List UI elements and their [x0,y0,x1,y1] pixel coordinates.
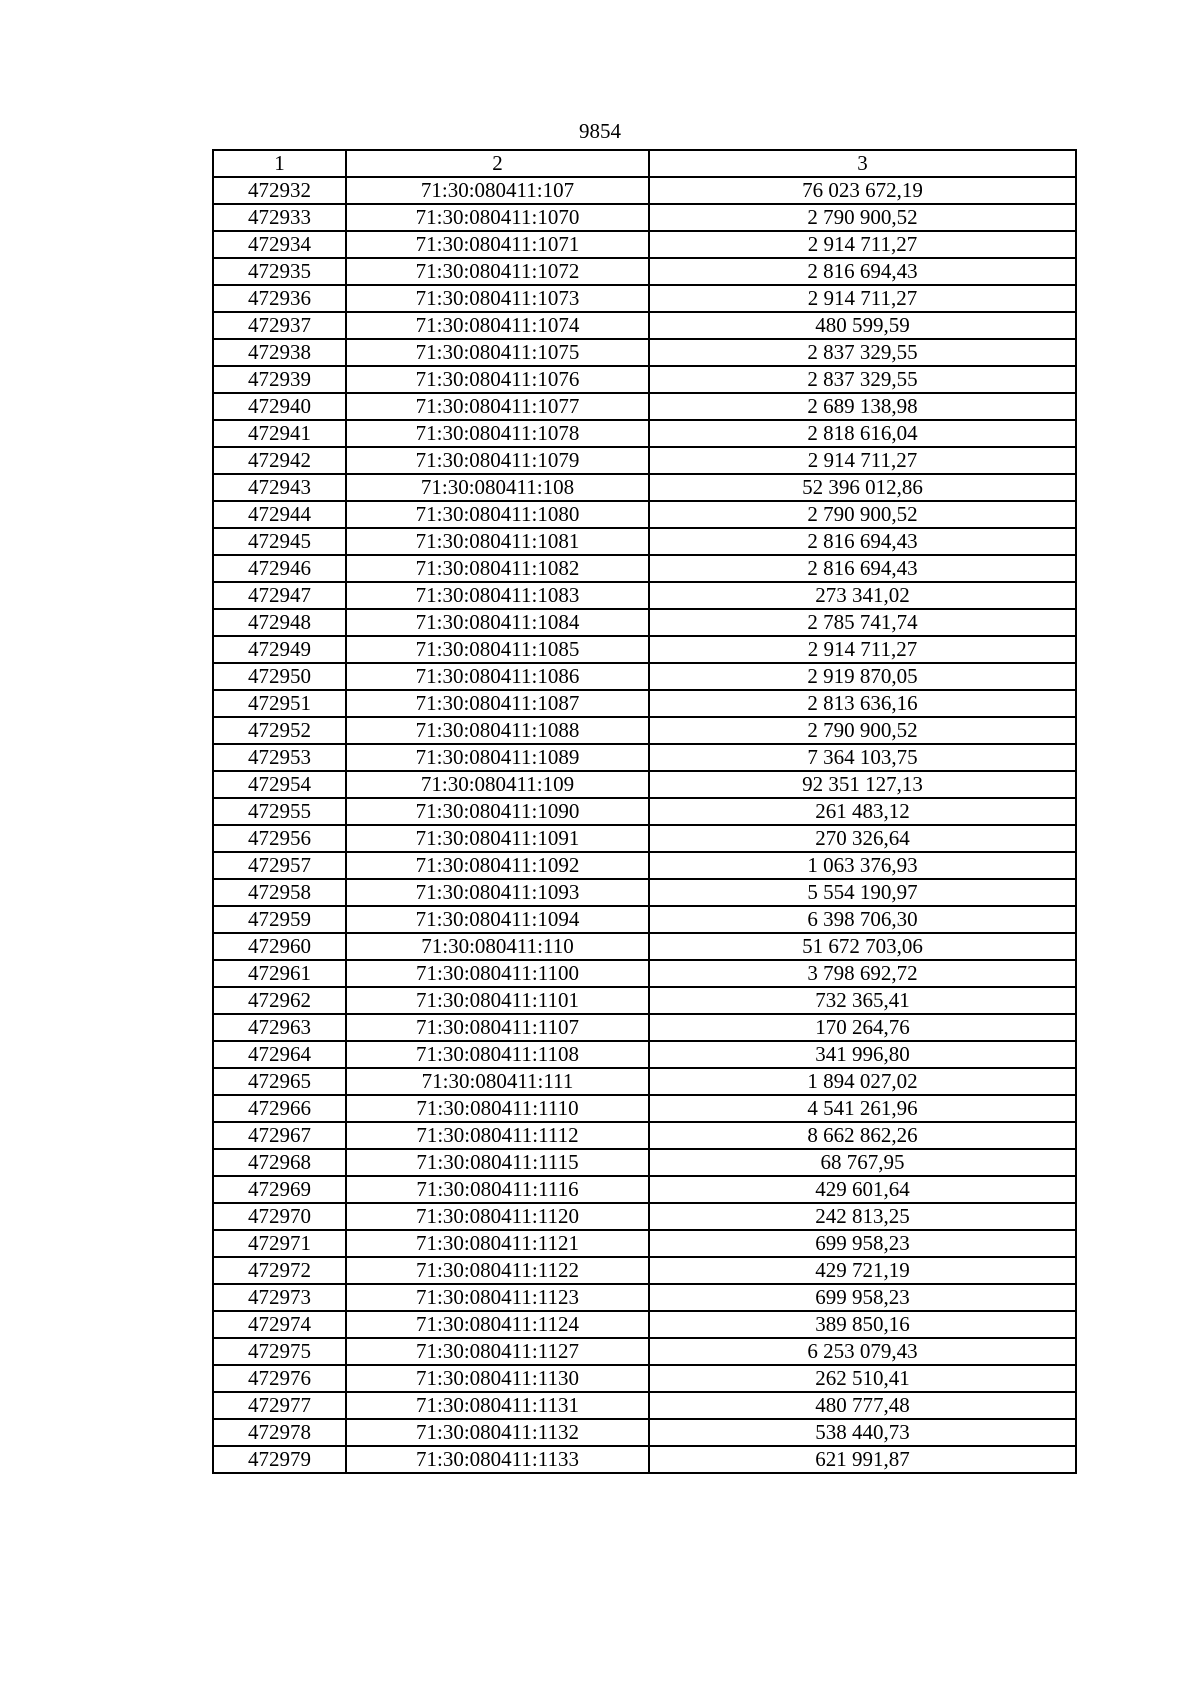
row-number-cell: 472975 [213,1338,346,1365]
value-cell: 262 510,41 [649,1365,1076,1392]
table-row [213,1149,1076,1176]
row-number-cell: 472956 [213,825,346,852]
page-number: 9854 [579,119,621,143]
value-cell: 621 991,87 [649,1446,1076,1473]
row-number-cell: 472960 [213,933,346,960]
row-number-cell: 472957 [213,852,346,879]
cadastral-number-cell: 71:30:080411:1091 [346,825,649,852]
row-number-cell: 472969 [213,1176,346,1203]
cadastral-number-cell: 71:30:080411:1131 [346,1392,649,1419]
row-number-cell: 472963 [213,1014,346,1041]
table-row [213,204,1076,231]
cadastral-number-cell: 71:30:080411:1077 [346,393,649,420]
table-row [213,1284,1076,1311]
cadastral-number-cell: 71:30:080411:1133 [346,1446,649,1473]
cadastral-number-cell: 71:30:080411:1089 [346,744,649,771]
cadastral-number-cell: 71:30:080411:110 [346,933,649,960]
cadastral-number-cell: 71:30:080411:1090 [346,798,649,825]
table-row [213,366,1076,393]
table-row [213,1095,1076,1122]
value-cell: 699 958,23 [649,1230,1076,1257]
table-row [213,474,1076,501]
value-cell: 1 063 376,93 [649,852,1076,879]
value-cell: 2 914 711,27 [649,285,1076,312]
table-row [213,1068,1076,1095]
cadastral-number-cell: 71:30:080411:1086 [346,663,649,690]
table-row [213,717,1076,744]
table-row [213,771,1076,798]
cadastral-number-cell: 71:30:080411:1107 [346,1014,649,1041]
row-number-cell: 472973 [213,1284,346,1311]
row-number-cell: 472958 [213,879,346,906]
table-row [213,852,1076,879]
table-row [213,1392,1076,1419]
table-row [213,663,1076,690]
cadastral-number-cell: 71:30:080411:1078 [346,420,649,447]
row-number-cell: 472935 [213,258,346,285]
table-row [213,609,1076,636]
value-cell: 429 601,64 [649,1176,1076,1203]
cadastral-number-cell: 71:30:080411:1085 [346,636,649,663]
cadastral-number-cell: 71:30:080411:1123 [346,1284,649,1311]
value-cell: 242 813,25 [649,1203,1076,1230]
value-cell: 270 326,64 [649,825,1076,852]
cadastral-number-cell: 71:30:080411:1127 [346,1338,649,1365]
row-number-cell: 472944 [213,501,346,528]
row-number-cell: 472972 [213,1257,346,1284]
row-number-cell: 472976 [213,1365,346,1392]
value-cell: 2 914 711,27 [649,636,1076,663]
cadastral-number-cell: 71:30:080411:107 [346,177,649,204]
table-row [213,879,1076,906]
value-cell: 2 816 694,43 [649,258,1076,285]
cadastral-number-cell: 71:30:080411:1072 [346,258,649,285]
cadastral-number-cell: 71:30:080411:1115 [346,1149,649,1176]
table-row [213,798,1076,825]
row-number-cell: 472949 [213,636,346,663]
cadastral-number-cell: 71:30:080411:1080 [346,501,649,528]
row-number-cell: 472979 [213,1446,346,1473]
value-cell: 68 767,95 [649,1149,1076,1176]
value-cell: 1 894 027,02 [649,1068,1076,1095]
value-cell: 52 396 012,86 [649,474,1076,501]
row-number-cell: 472974 [213,1311,346,1338]
table-row [213,258,1076,285]
cadastral-number-cell: 71:30:080411:1079 [346,447,649,474]
value-cell: 2 790 900,52 [649,501,1076,528]
table-row [213,447,1076,474]
table-row [213,1311,1076,1338]
column-header-3: 3 [649,150,1076,177]
table-row [213,285,1076,312]
row-number-cell: 472942 [213,447,346,474]
cadastral-number-cell: 71:30:080411:1076 [346,366,649,393]
table-row [213,1338,1076,1365]
row-number-cell: 472940 [213,393,346,420]
table-row [213,339,1076,366]
row-number-cell: 472938 [213,339,346,366]
table-row [213,528,1076,555]
table-row [213,1122,1076,1149]
value-cell: 2 689 138,98 [649,393,1076,420]
cadastral-number-cell: 71:30:080411:1081 [346,528,649,555]
row-number-cell: 472941 [213,420,346,447]
value-cell: 341 996,80 [649,1041,1076,1068]
cadastral-number-cell: 71:30:080411:1074 [346,312,649,339]
value-cell: 429 721,19 [649,1257,1076,1284]
value-cell: 2 818 616,04 [649,420,1076,447]
table-row [213,1446,1076,1473]
table-row [213,312,1076,339]
cadastral-number-cell: 71:30:080411:1124 [346,1311,649,1338]
table-body [213,177,1076,1473]
row-number-cell: 472948 [213,609,346,636]
cadastral-number-cell: 71:30:080411:1092 [346,852,649,879]
value-cell: 2 785 741,74 [649,609,1076,636]
cadastral-number-cell: 71:30:080411:1071 [346,231,649,258]
cadastral-number-cell: 71:30:080411:1132 [346,1419,649,1446]
column-header-2: 2 [346,150,649,177]
table-row [213,231,1076,258]
value-cell: 732 365,41 [649,987,1076,1014]
cadastral-number-cell: 71:30:080411:108 [346,474,649,501]
row-number-cell: 472950 [213,663,346,690]
table-row [213,393,1076,420]
cadastral-number-cell: 71:30:080411:111 [346,1068,649,1095]
value-cell: 5 554 190,97 [649,879,1076,906]
value-cell: 273 341,02 [649,582,1076,609]
value-cell: 480 599,59 [649,312,1076,339]
row-number-cell: 472954 [213,771,346,798]
cadastral-number-cell: 71:30:080411:1075 [346,339,649,366]
cadastral-number-cell: 71:30:080411:109 [346,771,649,798]
value-cell: 2 919 870,05 [649,663,1076,690]
value-cell: 7 364 103,75 [649,744,1076,771]
cadastral-number-cell: 71:30:080411:1070 [346,204,649,231]
table-row [213,1014,1076,1041]
value-cell: 76 023 672,19 [649,177,1076,204]
row-number-cell: 472962 [213,987,346,1014]
value-cell: 92 351 127,13 [649,771,1076,798]
cadastral-number-cell: 71:30:080411:1082 [346,555,649,582]
row-number-cell: 472967 [213,1122,346,1149]
table-row [213,1419,1076,1446]
value-cell: 2 816 694,43 [649,528,1076,555]
cadastral-number-cell: 71:30:080411:1110 [346,1095,649,1122]
header-row [213,150,1076,177]
cadastral-number-cell: 71:30:080411:1084 [346,609,649,636]
value-cell: 8 662 862,26 [649,1122,1076,1149]
row-number-cell: 472978 [213,1419,346,1446]
value-cell: 480 777,48 [649,1392,1076,1419]
row-number-cell: 472937 [213,312,346,339]
row-number-cell: 472943 [213,474,346,501]
value-cell: 2 816 694,43 [649,555,1076,582]
row-number-cell: 472936 [213,285,346,312]
cadastral-number-cell: 71:30:080411:1122 [346,1257,649,1284]
cadastral-number-cell: 71:30:080411:1073 [346,285,649,312]
row-number-cell: 472951 [213,690,346,717]
table-row [213,1203,1076,1230]
row-number-cell: 472952 [213,717,346,744]
table-row [213,987,1076,1014]
table-row [213,1365,1076,1392]
value-cell: 2 813 636,16 [649,690,1076,717]
row-number-cell: 472939 [213,366,346,393]
value-cell: 538 440,73 [649,1419,1076,1446]
row-number-cell: 472970 [213,1203,346,1230]
row-number-cell: 472932 [213,177,346,204]
cadastral-number-cell: 71:30:080411:1093 [346,879,649,906]
table-row [213,1041,1076,1068]
column-header-1: 1 [213,150,346,177]
table-row [213,582,1076,609]
cadastral-number-cell: 71:30:080411:1088 [346,717,649,744]
row-number-cell: 472945 [213,528,346,555]
cadastral-number-cell: 71:30:080411:1100 [346,960,649,987]
table-row [213,420,1076,447]
row-number-cell: 472959 [213,906,346,933]
value-cell: 2 837 329,55 [649,339,1076,366]
value-cell: 51 672 703,06 [649,933,1076,960]
cadastral-number-cell: 71:30:080411:1120 [346,1203,649,1230]
row-number-cell: 472961 [213,960,346,987]
cadastral-number-cell: 71:30:080411:1130 [346,1365,649,1392]
cadastral-number-cell: 71:30:080411:1094 [346,906,649,933]
value-cell: 3 798 692,72 [649,960,1076,987]
row-number-cell: 472977 [213,1392,346,1419]
row-number-cell: 472947 [213,582,346,609]
value-cell: 4 541 261,96 [649,1095,1076,1122]
table-row [213,933,1076,960]
table-row [213,636,1076,663]
table-row [213,744,1076,771]
table-row [213,1176,1076,1203]
value-cell: 2 790 900,52 [649,717,1076,744]
value-cell: 2 914 711,27 [649,231,1076,258]
value-cell: 6 398 706,30 [649,906,1076,933]
cadastral-number-cell: 71:30:080411:1083 [346,582,649,609]
row-number-cell: 472964 [213,1041,346,1068]
cadastral-number-cell: 71:30:080411:1101 [346,987,649,1014]
data-table [212,149,1077,1474]
table-row [213,177,1076,204]
table-row [213,690,1076,717]
table-row [213,825,1076,852]
cadastral-number-cell: 71:30:080411:1121 [346,1230,649,1257]
value-cell: 6 253 079,43 [649,1338,1076,1365]
value-cell: 170 264,76 [649,1014,1076,1041]
value-cell: 699 958,23 [649,1284,1076,1311]
row-number-cell: 472971 [213,1230,346,1257]
row-number-cell: 472934 [213,231,346,258]
table-row [213,906,1076,933]
cadastral-number-cell: 71:30:080411:1116 [346,1176,649,1203]
row-number-cell: 472955 [213,798,346,825]
cadastral-number-cell: 71:30:080411:1108 [346,1041,649,1068]
row-number-cell: 472946 [213,555,346,582]
row-number-cell: 472968 [213,1149,346,1176]
cadastral-number-cell: 71:30:080411:1087 [346,690,649,717]
cadastral-number-cell: 71:30:080411:1112 [346,1122,649,1149]
row-number-cell: 472933 [213,204,346,231]
value-cell: 261 483,12 [649,798,1076,825]
value-cell: 2 790 900,52 [649,204,1076,231]
row-number-cell: 472953 [213,744,346,771]
table-row [213,1257,1076,1284]
table-row [213,960,1076,987]
row-number-cell: 472965 [213,1068,346,1095]
value-cell: 389 850,16 [649,1311,1076,1338]
row-number-cell: 472966 [213,1095,346,1122]
value-cell: 2 837 329,55 [649,366,1076,393]
table-row [213,1230,1076,1257]
table-row [213,501,1076,528]
table-header [213,150,1076,177]
value-cell: 2 914 711,27 [649,447,1076,474]
table-row [213,555,1076,582]
